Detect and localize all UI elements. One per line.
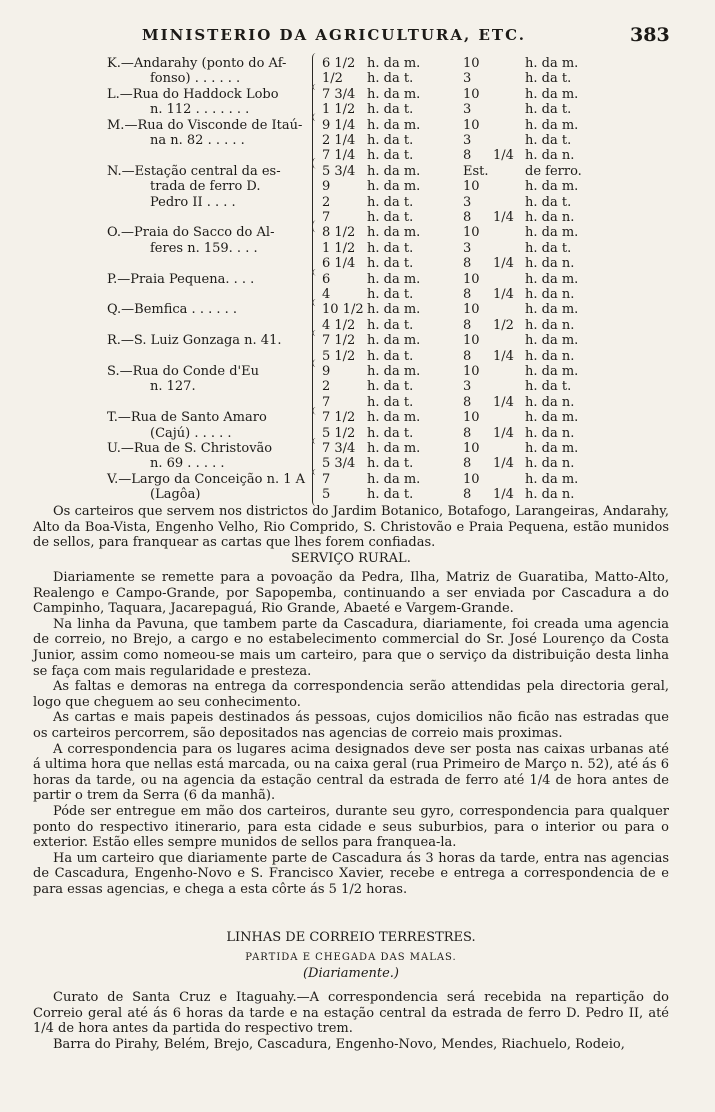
rural-paragraph-1: Diariamente se remette para a povoação da Pedra, Ilha, Matriz de Guaratiba, Matto-Alto, Realengo e Campo-Grande, por Sapopemba, continuando a ser enviada por Cascadura a do Campinho, Taquara, Jacarepaguá, Rio Grande, Abaeté e Vargem-Grande. [33, 570, 669, 617]
location-label: fonso) . . . . . . [150, 71, 241, 87]
return-hour: 8 [463, 256, 472, 272]
departure-period: h. da t. [367, 71, 414, 87]
departure-time: 7 [322, 394, 331, 410]
return-period: h. da n. [525, 487, 575, 503]
return-fraction: 1/4 [493, 287, 514, 302]
departure-period: h. da t. [367, 210, 414, 225]
departure-period: h. da m. [367, 56, 421, 71]
departure-time: 9 [322, 179, 331, 195]
departure-period: h. da t. [367, 256, 414, 272]
section-heading-rural: SERVIÇO RURAL. [291, 551, 411, 566]
schedule-line [0, 71, 715, 86]
barra-paragraph: Barra do Pirahy, Belém, Brejo, Cascadura, Engenho-Novo, Mendes, Riachuelo, Rodeio, [53, 1036, 625, 1052]
subheading-partida: PARTIDA E CHEGADA DAS MALAS. [245, 952, 457, 963]
return-period: h. da t. [525, 379, 572, 395]
return-period: h. da t. [525, 71, 572, 87]
return-fraction: 1/4 [493, 425, 514, 441]
location-label: S.—Rua do Conde d'Eu [107, 364, 259, 379]
schedule-line [0, 349, 715, 364]
schedule-line [0, 225, 715, 240]
location-label: U.—Rua de S. Christovão [107, 441, 273, 456]
location-label: (Cajú) . . . . . [150, 425, 232, 441]
departure-time: 7 1/4 [322, 148, 356, 164]
return-fraction: 1/2 [493, 317, 514, 333]
departure-period: h. da m. [367, 86, 421, 102]
return-fraction: 1/4 [493, 487, 514, 503]
subheading-diariamente: (Diariamente.) [302, 966, 400, 981]
return-hour: 8 [463, 210, 472, 225]
return-hour: 8 [463, 394, 472, 410]
return-period: h. da n. [525, 256, 575, 272]
departure-period: h. da t. [367, 348, 414, 364]
departure-period: h. da t. [367, 133, 414, 148]
departure-time: 5 1/2 [322, 348, 356, 364]
linhas-section [33, 990, 669, 1052]
return-period: de ferro. [525, 163, 582, 179]
departure-period: h. da m. [367, 471, 421, 487]
departure-period: h. da m. [367, 163, 421, 179]
curato-paragraph: Curato de Santa Cruz e Itaguahy.—A correspondencia será recebida na repartição do Correio geral até ás 6 horas da tarde e na estação central da estrada de ferro D. Pedro II, até 1/4 de hora antes da partida do respectivo trem. [33, 990, 669, 1037]
return-period: h. da m. [525, 86, 579, 102]
departure-period: h. da m. [367, 364, 421, 379]
return-period: h. da n. [525, 348, 575, 364]
return-period: h. da t. [525, 102, 572, 118]
return-period: h. da t. [525, 240, 572, 256]
schedule-line [0, 164, 715, 179]
departure-time: 2 [322, 194, 331, 210]
return-hour: 3 [463, 194, 472, 210]
return-period: h. da m. [525, 302, 579, 318]
return-fraction: 1/4 [493, 456, 514, 472]
location-label: P.—Praia Pequena. . . . [107, 271, 255, 287]
return-hour: 10 [463, 302, 480, 318]
return-period: h. da t. [525, 194, 572, 210]
schedule-line [0, 487, 715, 502]
schedule-line [0, 256, 715, 271]
return-period: h. da m. [525, 117, 579, 133]
departure-time: 1/2 [322, 71, 343, 87]
return-hour: 3 [463, 379, 472, 395]
return-period: h. da m. [525, 225, 579, 241]
schedule-line [0, 318, 715, 333]
return-hour: 8 [463, 348, 472, 364]
return-hour: 8 [463, 425, 472, 441]
return-fraction: 1/4 [493, 148, 514, 164]
return-hour: 3 [463, 133, 472, 148]
departure-time: 1 1/2 [322, 102, 356, 118]
schedule-line [0, 395, 715, 410]
rural-paragraph-4: As cartas e mais papeis destinados ás pessoas, cujos domicilios não ficão nas estradas que os carteiros percorrem, são depositados nas agencias de correio mais proximas. [33, 710, 669, 741]
location-label: T.—Rua de Santo Amaro [107, 410, 267, 426]
schedule-line [0, 302, 715, 317]
return-hour: 10 [463, 271, 480, 287]
schedule-line [0, 441, 715, 456]
schedule-line [0, 333, 715, 348]
rural-section [33, 570, 669, 897]
departure-period: h. da m. [367, 271, 421, 287]
location-label: Q.—Bemfica . . . . . . [107, 302, 238, 318]
return-hour: 10 [463, 333, 480, 349]
departure-time: 5 1/2 [322, 425, 356, 441]
departure-period: h. da m. [367, 117, 421, 133]
return-hour: 10 [463, 410, 480, 426]
departure-period: h. da t. [367, 240, 414, 256]
departure-period: h. da t. [367, 102, 414, 118]
location-label: V.—Largo da Conceição n. 1 A [107, 471, 306, 487]
schedule-line [0, 87, 715, 102]
departure-time: 6 [322, 271, 331, 287]
departure-period: h. da m. [367, 333, 421, 349]
departure-period: h. da t. [367, 148, 414, 164]
schedule-line [0, 472, 715, 487]
location-label: L.—Rua do Haddock Lobo [107, 86, 279, 102]
return-period: h. da m. [525, 410, 579, 426]
return-period: h. da n. [525, 425, 575, 441]
location-label: feres n. 159. . . . [150, 240, 258, 256]
departure-period: h. da t. [367, 487, 414, 503]
location-label: K.—Andarahy (ponto do Af- [107, 56, 287, 71]
schedule-line [0, 379, 715, 394]
return-hour: Est. [463, 163, 489, 179]
return-hour: 3 [463, 240, 472, 256]
return-period: h. da m. [525, 333, 579, 349]
schedule-line [0, 195, 715, 210]
location-label: R.—S. Luiz Gonzaga n. 41. [107, 333, 282, 349]
return-hour: 3 [463, 71, 472, 87]
departure-time: 4 1/2 [322, 317, 356, 333]
return-period: h. da t. [525, 133, 572, 148]
location-label: N.—Estação central da es- [107, 163, 281, 179]
departure-time: 2 [322, 379, 331, 395]
schedule-line [0, 241, 715, 256]
departure-period: h. da t. [367, 456, 414, 472]
departure-time: 7 1/2 [322, 410, 356, 426]
location-label: n. 69 . . . . . [150, 456, 225, 472]
location-label: trada de ferro D. [150, 179, 261, 195]
departure-time: 4 [322, 287, 331, 302]
location-label: Pedro II . . . . [150, 194, 236, 210]
return-hour: 8 [463, 487, 472, 503]
return-hour: 10 [463, 56, 480, 71]
rural-paragraph-5: A correspondencia para os lugares acima designados deve ser posta nas caixas urbanas até á ultima hora que nellas está marcada, ou na caixa geral (rua Primeiro de Março n. 52), até ás 6 horas da tarde, ou na agencia da estação central da estrada de ferro até 1/4 de hora antes de partir o trem da Serra (6 da manhã). [33, 741, 669, 804]
return-period: h. da n. [525, 456, 575, 472]
return-hour: 10 [463, 117, 480, 133]
departure-period: h. da t. [367, 317, 414, 333]
schedule-line [0, 102, 715, 117]
departure-period: h. da m. [367, 410, 421, 426]
departure-time: 1 1/2 [322, 240, 356, 256]
departure-time: 9 [322, 364, 331, 379]
return-hour: 3 [463, 102, 472, 118]
departure-time: 6 1/2 [322, 56, 356, 71]
return-fraction: 1/4 [493, 256, 514, 272]
schedule-line [0, 133, 715, 148]
schedule-line [0, 210, 715, 225]
return-period: h. da m. [525, 441, 579, 456]
departure-period: h. da t. [367, 425, 414, 441]
return-period: h. da n. [525, 148, 575, 164]
departure-period: h. da m. [367, 225, 421, 241]
departure-time: 6 1/4 [322, 256, 356, 272]
location-label: O.—Praia do Sacco do Al- [107, 225, 275, 241]
return-period: h. da m. [525, 56, 579, 71]
return-hour: 10 [463, 364, 480, 379]
return-hour: 8 [463, 148, 472, 164]
schedule-line [0, 410, 715, 425]
return-hour: 10 [463, 471, 480, 487]
return-period: h. da m. [525, 471, 579, 487]
return-period: h. da m. [525, 364, 579, 379]
departure-time: 7 1/2 [322, 333, 356, 349]
departure-period: h. da t. [367, 379, 414, 395]
return-hour: 10 [463, 86, 480, 102]
carteiros-paragraph [33, 504, 669, 551]
departure-time: 7 3/4 [322, 441, 356, 456]
departure-period: h. da t. [367, 194, 414, 210]
return-period: h. da n. [525, 394, 575, 410]
schedule-line [0, 272, 715, 287]
return-period: h. da n. [525, 287, 575, 302]
departure-time: 7 [322, 471, 331, 487]
departure-period: h. da m. [367, 302, 421, 318]
return-hour: 10 [463, 225, 480, 241]
departure-time: 5 3/4 [322, 456, 356, 472]
rural-paragraph-3: As faltas e demoras na entrega da correspondencia serão attendidas pela directoria geral, logo que cheguem ao seu conhecimento. [33, 679, 669, 710]
schedule-line [0, 364, 715, 379]
departure-time: 7 [322, 210, 331, 225]
departure-period: h. da m. [367, 441, 421, 456]
return-period: h. da m. [525, 271, 579, 287]
schedule-line [0, 179, 715, 194]
departure-time: 10 1/2 [322, 302, 364, 318]
departure-time: 7 3/4 [322, 86, 356, 102]
departure-time: 2 1/4 [322, 133, 356, 148]
schedule-line [0, 148, 715, 163]
return-period: h. da m. [525, 179, 579, 195]
return-fraction: 1/4 [493, 394, 514, 410]
schedule-line [0, 287, 715, 302]
departure-time: 8 1/2 [322, 225, 356, 241]
brace-mark [312, 221, 316, 276]
section-heading-linhas: LINHAS DE CORREIO TERRESTRES. [226, 930, 476, 945]
schedule-line [0, 426, 715, 441]
return-period: h. da n. [525, 317, 575, 333]
rural-paragraph-6: Póde ser entregue em mão dos carteiros, durante seu gyro, correspondencia para qualquer ponto do respectivo itinerario, para esta cidade e seus suburbios, para o interior ou para o exterior. Estão elles sempre munidos de sellos para franquea-la. [33, 803, 669, 851]
return-hour: 8 [463, 287, 472, 302]
brace-mark [312, 469, 316, 506]
location-label: (Lagôa) [150, 487, 201, 503]
location-label: n. 127. [150, 379, 196, 395]
departure-period: h. da t. [367, 287, 414, 302]
departure-time: 5 [322, 487, 331, 503]
return-hour: 10 [463, 441, 480, 456]
rural-paragraph-2: Na linha da Pavuna, que tambem parte da Cascadura, diariamente, foi creada uma agencia de correio, no Brejo, a cargo e no estabelecimento commercial do Sr. José Lourenço da Costa Junior, assim como nomeou-se mais um carteiro, para que o serviço da distribuição desta linha se faça com mais regularidade e presteza. [33, 616, 669, 679]
location-label: n. 112 . . . . . . . [150, 102, 250, 118]
return-hour: 10 [463, 179, 480, 195]
location-label: na n. 82 . . . . . [150, 133, 245, 148]
running-title: MINISTERIO DA AGRICULTURA, ETC. [142, 26, 526, 44]
departure-time: 9 1/4 [322, 117, 356, 133]
return-hour: 8 [463, 456, 472, 472]
return-hour: 8 [463, 317, 472, 333]
location-label: M.—Rua do Visconde de Itaú- [107, 117, 303, 133]
return-fraction: 1/4 [493, 348, 514, 364]
departure-period: h. da m. [367, 179, 421, 195]
paragraph-text: Os carteiros que servem nos districtos do Jardim Botanico, Botafogo, Larangeiras, Andarahy, Alto da Boa-Vista, Engenho Velho, Rio Comprido, S. Christovão e Praia Pequena, estão munidos de sellos, para franquear as cartas que lhes forem confiadas. [33, 504, 669, 551]
departure-time: 5 3/4 [322, 163, 356, 179]
page-number: 383 [630, 24, 670, 46]
return-fraction: 1/4 [493, 210, 514, 225]
departure-period: h. da t. [367, 394, 414, 410]
schedule-line [0, 456, 715, 471]
schedule-line [0, 56, 715, 71]
schedule-line [0, 118, 715, 133]
rural-paragraph-7: Ha um carteiro que diariamente parte de Cascadura ás 3 horas da tarde, entra nas agencias de Cascadura, Engenho-Novo e S. Francisco Xavier, recebe e entrega a correspondencia de e para essas agencias, e chega a esta côrte ás 5 1/2 horas. [33, 850, 669, 897]
page-header [0, 26, 715, 50]
return-period: h. da n. [525, 210, 575, 225]
